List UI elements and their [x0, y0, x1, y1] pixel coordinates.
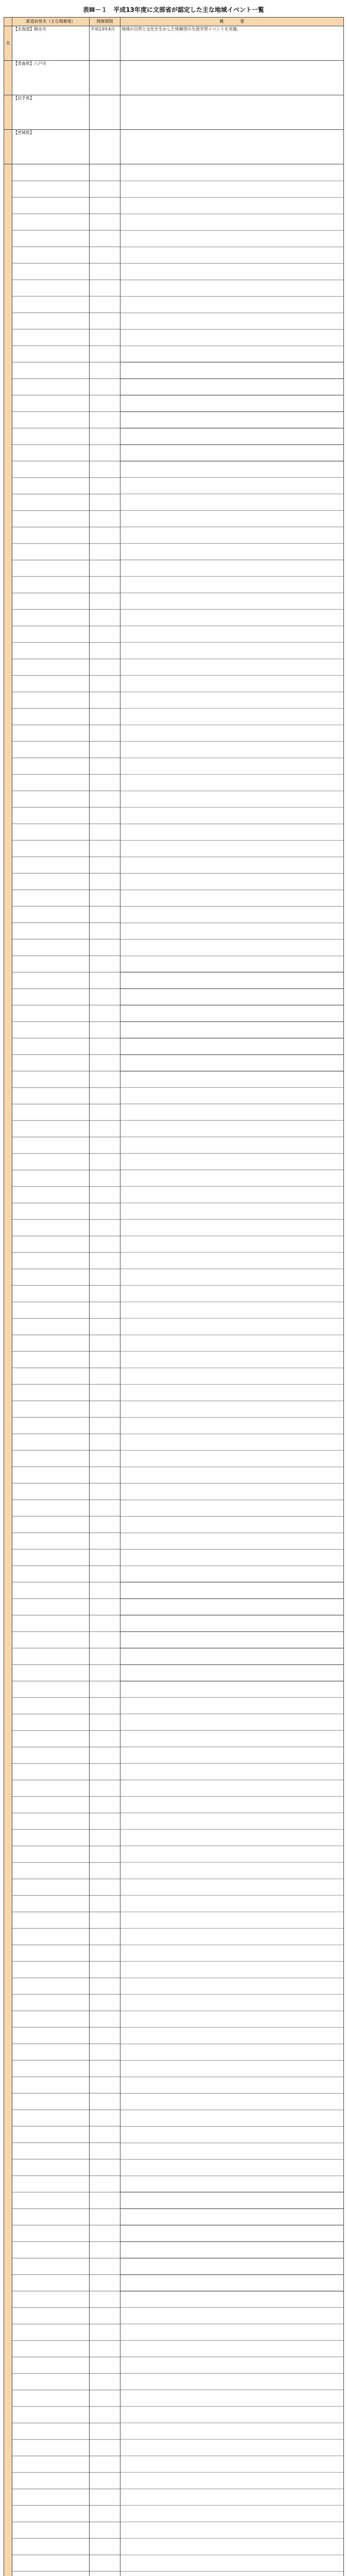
event-period	[90, 61, 120, 95]
event-name: 【岩手県】	[12, 95, 90, 130]
region-cell: 北	[4, 26, 12, 61]
header-period: 開催期間	[90, 18, 120, 26]
table-row	[4, 61, 344, 95]
region-cell	[4, 130, 12, 164]
event-name: 【北海道】網走市	[12, 26, 90, 61]
period-column-continuation	[90, 164, 120, 2576]
header-summary: 概 要	[120, 18, 344, 26]
summary-column-continuation	[120, 164, 344, 2576]
event-period: 平成13年4月	[90, 26, 120, 61]
event-summary	[120, 61, 344, 95]
event-summary	[120, 130, 344, 164]
name-column-continuation	[12, 164, 90, 2576]
table-row	[4, 26, 344, 61]
table-row	[4, 130, 344, 164]
table-body-continuation	[4, 164, 344, 2576]
event-name: 【青森県】八戸市	[12, 61, 90, 95]
event-period	[90, 95, 120, 130]
region-cell	[4, 95, 12, 130]
header-prefecture: 都道府県名（主な開催地）	[12, 18, 90, 26]
event-table	[4, 17, 344, 2576]
region-cell	[4, 61, 12, 95]
region-column-continuation	[4, 164, 12, 2576]
event-summary: 地域の自然と文化を生かした体験型の生涯学習イベントを実施。	[120, 26, 344, 61]
event-period	[90, 130, 120, 164]
table-header-row	[4, 18, 344, 26]
event-name: 【宮城県】	[12, 130, 90, 164]
event-summary	[120, 95, 344, 130]
header-blank	[4, 18, 12, 26]
page-title: 表Ⅲ－１ 平成13年度に文部省が認定した主な地域イベント一覧	[82, 6, 265, 13]
table-row	[4, 95, 344, 130]
